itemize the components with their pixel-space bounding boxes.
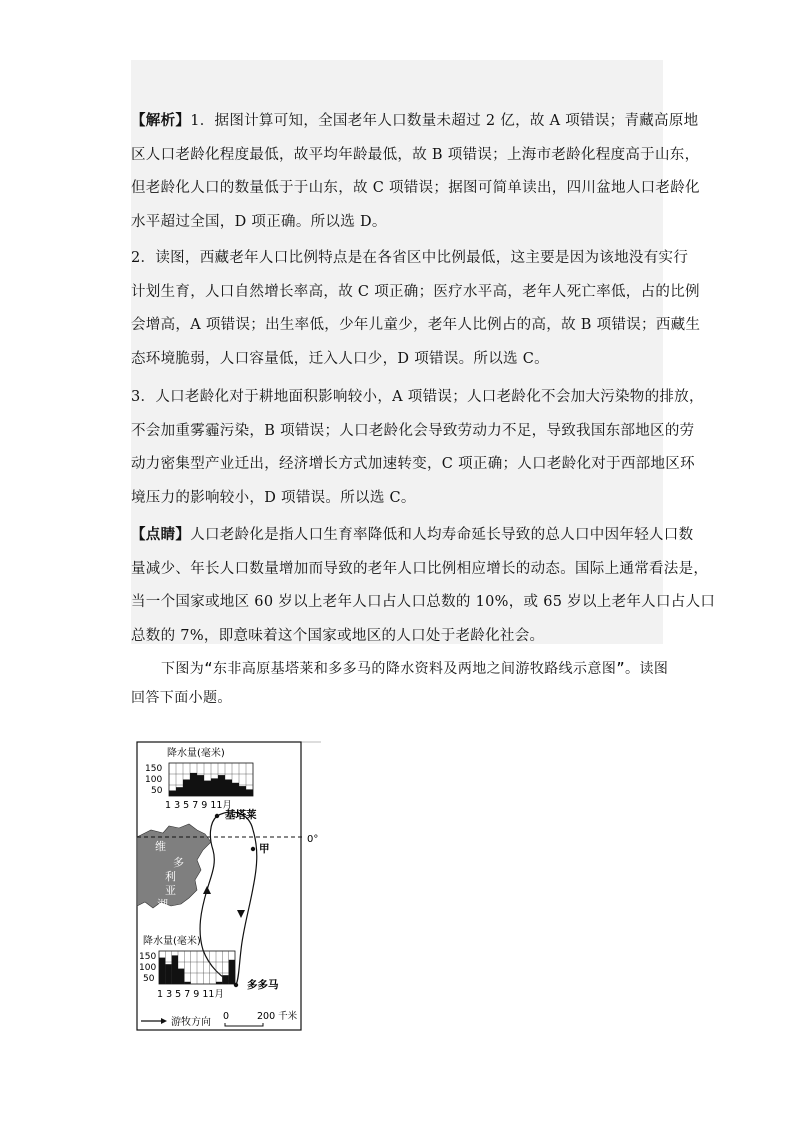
dodoma-chart-title: 降水量(毫米) bbox=[143, 936, 201, 947]
lake-char-2: 多 bbox=[173, 856, 184, 869]
dodoma-precip-chart bbox=[139, 934, 235, 1000]
kitale-bar-month-7 bbox=[211, 778, 218, 796]
scale-zero: 0 bbox=[223, 1011, 230, 1022]
lake-char-1: 维 bbox=[155, 840, 166, 853]
kitale-label: 基塔莱 bbox=[225, 809, 257, 821]
dodoma-chart-xlabel: 1 3 5 7 9 11月 bbox=[157, 989, 224, 1000]
kitale-bar-month-12 bbox=[246, 789, 253, 796]
kitale-chart-xlabel: 1 3 5 7 9 11月 bbox=[165, 800, 232, 811]
kitale-tick-100: 100 bbox=[145, 775, 163, 785]
kitale-bar-month-2 bbox=[176, 787, 183, 796]
kitale-chart-title: 降水量(毫米) bbox=[167, 748, 225, 759]
scale-bar bbox=[225, 1023, 263, 1026]
kitale-point bbox=[215, 814, 219, 818]
dodoma-tick-150: 150 bbox=[139, 952, 157, 962]
dodoma-bar-month-1 bbox=[159, 958, 165, 984]
lake-char-3: 利 bbox=[165, 870, 176, 883]
legend-arrow-icon bbox=[161, 1018, 167, 1024]
analysis-q1: 【解析】1．据图计算可知，全国老年人口数量未超过 2 亿，故 A 项错误；青藏高原地 区人口老龄化程度最低，故平均年龄最低，故 B 项错误；上海市老龄化程度高于山东， 但老龄化人口的数量低于于山东，故 C 项错误；据图可简单读出，四川盆地人口老龄化 水平超过全国，D 项正确。所以选 D。 bbox=[131, 112, 700, 230]
dodoma-tick-50: 50 bbox=[143, 974, 155, 984]
lake-char-5: 湖 bbox=[157, 898, 168, 911]
dodoma-bar-month-2 bbox=[165, 964, 171, 984]
dodoma-bar-month-3 bbox=[172, 955, 178, 984]
jia-label: 甲 bbox=[259, 843, 270, 855]
question-intro: 下图为“东非高原基塔莱和多多马的降水资料及两地之间游牧路线示意图”。读图 回答下面小题。 bbox=[131, 661, 669, 706]
kitale-bar-month-10 bbox=[232, 783, 239, 796]
scale-value: 200 千米 bbox=[257, 1011, 298, 1022]
dodoma-bar-month-10 bbox=[216, 982, 222, 984]
analysis-q2: 2．读图，西藏老年人口比例特点是在各省区中比例最低，这主要是因为该地没有实行 计划生育，人口自然增长率高，故 C 项正确；医疗水平高，老年人死亡率低，占的比例 会增高，A 项错误；出生率低，少年儿童少，老年人比例占的高，故 B 项错误；西藏生 态环境脆弱，人口容量低，迁入人口少，D 项错误。所以选 C。 bbox=[131, 250, 701, 367]
dodoma-bar-month-11 bbox=[222, 975, 228, 984]
kitale-bar-month-3 bbox=[183, 780, 190, 797]
figure-svg bbox=[131, 738, 331, 1038]
dodoma-bar-month-5 bbox=[184, 982, 190, 984]
pastoral-route-figure bbox=[131, 738, 331, 1038]
kitale-bar-month-6 bbox=[204, 781, 211, 796]
kitale-bar-month-9 bbox=[225, 780, 232, 797]
dodoma-label: 多多马 bbox=[247, 979, 279, 991]
kitale-bar-month-8 bbox=[218, 775, 225, 796]
dodoma-tick-100: 100 bbox=[139, 963, 157, 973]
analysis-q3: 3．人口老龄化对于耕地面积影响较小，A 项错误；人口老龄化不会加大污染物的排放， 不会加重雾霾污染，B 项错误；人口老龄化会导致劳动力不足，导致我国东部地区的劳 动力密集型产业迁出，经济增长方式加速转变，C 项正确；人口老龄化对于西部地区环 境压力的影响较小，D 项错误。所以选 C。 bbox=[131, 389, 704, 506]
kitale-tick-50: 50 bbox=[151, 786, 163, 796]
comment-tag: 【点睛】 bbox=[131, 526, 191, 543]
legend-label: 游牧方向 bbox=[171, 1017, 211, 1028]
lake-char-4: 亚 bbox=[165, 884, 176, 897]
route-east bbox=[217, 812, 257, 985]
equator-label: 0° bbox=[307, 834, 319, 845]
kitale-bar-month-11 bbox=[239, 786, 246, 796]
route-arrow-north bbox=[203, 886, 211, 894]
route-arrow-south bbox=[237, 910, 245, 918]
dodoma-bar-month-4 bbox=[178, 969, 184, 984]
comment-section: 【点睛】人口老龄化是指人口生育率降低和人均寿命延长导致的总人口中因年轻人口数 量减少、年长人口数量增加而导致的老年人口比例相应增长的动态。国际上通常看法是， 当一个国家或地区 60 岁以上老年人口占人口总数的 10%，或 65 岁以上老年人口占人口 总数的 7%，即意味着这个国家或地区的人口处于老龄化社会。 bbox=[131, 526, 716, 644]
dodoma-bar-month-12 bbox=[229, 960, 235, 984]
kitale-tick-150: 150 bbox=[145, 764, 163, 774]
jia-point bbox=[251, 847, 255, 851]
analysis-tag: 【解析】 bbox=[131, 112, 191, 129]
kitale-bar-month-4 bbox=[190, 773, 197, 796]
kitale-bar-month-1 bbox=[169, 791, 176, 797]
kitale-precip-chart bbox=[145, 746, 253, 811]
kitale-bar-month-5 bbox=[197, 775, 204, 796]
